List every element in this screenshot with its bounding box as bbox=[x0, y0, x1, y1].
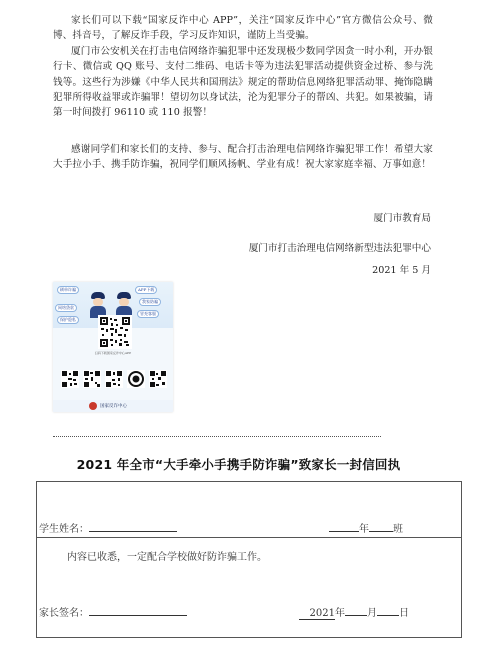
anti-fraud-poster bbox=[53, 282, 173, 412]
receipt-content: 内容已收悉，一定配合学校做好防诈骗工作。 bbox=[67, 552, 267, 563]
day-suffix: 日 bbox=[399, 608, 409, 619]
receipt-form bbox=[36, 481, 462, 638]
qr-code-icon bbox=[83, 370, 101, 388]
grade-class-row bbox=[329, 520, 403, 535]
month-field[interactable] bbox=[345, 605, 367, 616]
student-name-label: 学生姓名： bbox=[39, 524, 89, 535]
poster-bubble: APP下载 bbox=[135, 286, 157, 294]
student-name-row bbox=[39, 520, 177, 535]
student-name-field[interactable] bbox=[89, 521, 177, 532]
parent-signature-label: 家长签名： bbox=[39, 608, 89, 619]
receipt-row-divider bbox=[37, 537, 461, 538]
poster-bubble: 我家防骗 bbox=[139, 298, 161, 306]
sign-date-row bbox=[299, 604, 409, 620]
grade-field[interactable] bbox=[329, 521, 359, 532]
letter-paragraph-2: 厦门市公安机关在打击电信网络诈骗犯罪中还发现极少数同学因贪一时小利，开办银行卡、微信或 QQ 账号、支付二维码、电话卡等为违法犯罪活动提供资金过桥、参与洗钱等。这些行为涉嫌《中华人民共和国刑法》规定的帮助信息网络犯罪活动罪、掩饰隐瞒犯罪所得收益罪或诈骗罪！望切勿以身试法，沦为犯罪分子的帮凶、共犯。如果被骗，请第一时间拨打 96110 或 110 报警！ bbox=[53, 46, 433, 119]
letter-date: 2021 年 5 月 bbox=[372, 265, 431, 276]
poster-bubble: 刷单诈骗 bbox=[57, 286, 79, 294]
douyin-code-icon bbox=[127, 370, 145, 388]
year-field[interactable]: 2021 bbox=[299, 608, 335, 620]
poster-footer-text: 国家反诈中心 bbox=[100, 404, 127, 409]
letter-paragraph-1: 家长们可以下载“国家反诈中心 APP”，关注“国家反诈中心”官方微信公众号、微博、抖音号，了解反诈手段，学习反诈知识，谨防上当受骗。 bbox=[53, 15, 433, 42]
parent-signature-field[interactable] bbox=[89, 605, 187, 616]
qr-code-icon bbox=[149, 370, 167, 388]
cut-line bbox=[53, 436, 381, 437]
qr-code-icon bbox=[61, 370, 79, 388]
qr-code-icon bbox=[98, 315, 132, 349]
year-suffix: 年 bbox=[335, 608, 345, 619]
poster-footer bbox=[53, 400, 173, 412]
poster-bubble: 冒充客服 bbox=[137, 310, 159, 318]
class-suffix: 班 bbox=[393, 524, 403, 535]
class-field[interactable] bbox=[369, 521, 393, 532]
poster-download-note: 扫码下载国家反诈中心APP bbox=[94, 351, 132, 355]
poster-bubble: 保护隐私 bbox=[57, 316, 79, 324]
day-field[interactable] bbox=[377, 605, 399, 616]
qr-code-icon bbox=[105, 370, 123, 388]
grade-suffix: 年 bbox=[359, 524, 369, 535]
signature-anti-fraud-center: 厦门市打击治理电信网络新型违法犯罪中心 bbox=[248, 243, 431, 254]
parent-signature-row bbox=[39, 604, 187, 619]
police-badge-icon bbox=[89, 402, 97, 410]
month-suffix: 月 bbox=[367, 608, 377, 619]
signature-education-bureau: 厦门市教育局 bbox=[373, 213, 431, 224]
poster-bubble: 网络贷款 bbox=[55, 304, 77, 312]
receipt-title: 2021 年全市“大手牵小手携手防诈骗”致家长一封信回执 bbox=[76, 457, 401, 472]
letter-paragraph-3: 感谢同学们和家长们的支持、参与、配合打击治理电信网络诈骗犯罪工作！希望大家大手拉小手、携手防诈骗，祝同学们顺风扬帆、学业有成！祝大家家庭幸福、万事如意！ bbox=[53, 144, 433, 171]
